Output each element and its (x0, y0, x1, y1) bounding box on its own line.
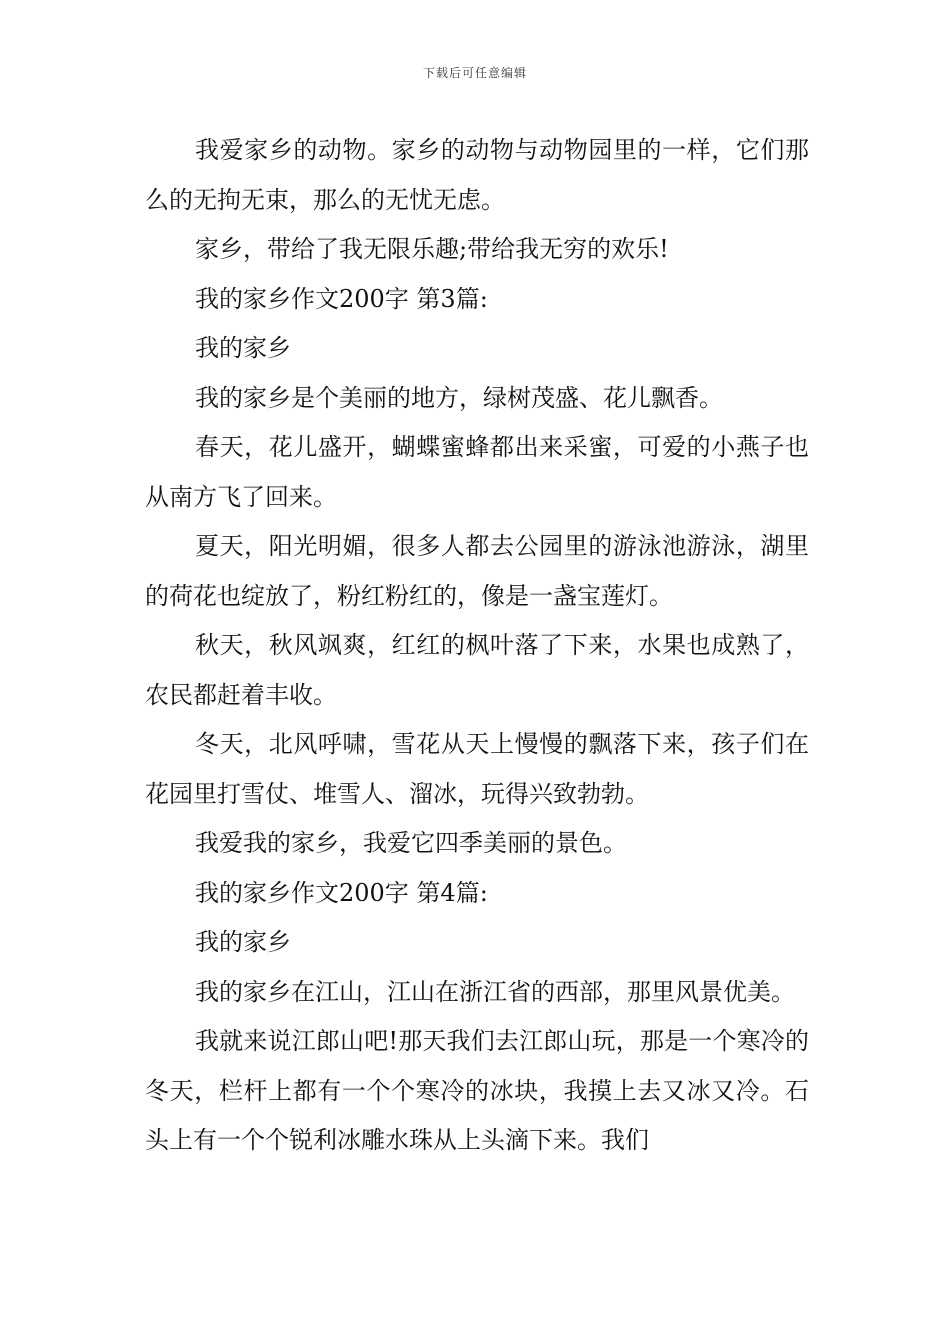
essay-title: 我的家乡 (195, 928, 291, 956)
paragraph: 我的家乡在江山，江山在浙江省的西部，那里风景优美。 (195, 977, 795, 1006)
paragraph: 我爱家乡的动物。家乡的动物与动物园里的一样，它们那么的无拘无束，那么的无忧无虑。 (145, 136, 809, 214)
section-heading: 我的家乡作文200字 第3篇: (195, 284, 488, 313)
paragraph: 家乡，带给了我无限乐趣;带给我无穷的欢乐! (195, 235, 669, 263)
paragraph: 秋天，秋风飒爽，红红的枫叶落了下来，水果也成熟了，农民都赶着丰收。 (145, 631, 809, 709)
document-body (145, 126, 809, 1166)
essay-title: 我的家乡 (195, 334, 291, 362)
paragraph: 我就来说江郎山吧!那天我们去江郎山玩，那是一个寒冷的冬天，栏杆上都有一个个寒冷的冰块，我摸上去又冰又冷。石头上有一个个锐利冰雕水珠从上头滴下来。我们 (145, 1027, 809, 1154)
paragraph: 我爱我的家乡，我爱它四季美丽的景色。 (195, 829, 627, 857)
paragraph: 夏天，阳光明媚，很多人都去公园里的游泳池游泳，湖里的荷花也绽放了，粉红粉红的，像是一盏宝莲灯。 (145, 532, 809, 610)
section-heading: 我的家乡作文200字 第4篇: (195, 878, 488, 907)
paragraph: 我的家乡是个美丽的地方，绿树茂盛、花儿飘香。 (195, 383, 723, 412)
page-header: 下载后可任意编辑 (422, 66, 527, 80)
paragraph: 春天，花儿盛开，蝴蝶蜜蜂都出来采蜜，可爱的小燕子也从南方飞了回来。 (145, 433, 809, 511)
paragraph: 冬天，北风呼啸，雪花从天上慢慢的飘落下来，孩子们在花园里打雪仗、堆雪人、溜冰，玩得兴致勃勃。 (145, 730, 809, 808)
